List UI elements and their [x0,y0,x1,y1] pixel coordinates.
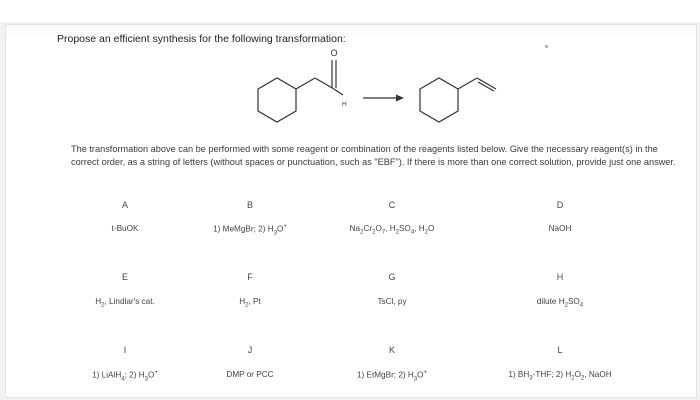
question-prompt: Propose an efficient synthesis for the following transformation: [57,33,346,45]
reagent-option-k [317,345,467,385]
option-letter: J [247,345,253,355]
reagent-option-g [317,272,467,312]
reagent-option-b [175,200,325,240]
reactant-cyclohexane-ring [258,78,296,122]
option-letter: L [557,345,563,355]
option-reagent: 1) EtMgBr; 2) $H_3O^+$ [356,370,428,383]
option-letter: B [246,200,253,210]
reagent-option-c [317,200,467,240]
option-reagent: t-BuOK [111,224,139,233]
reaction-scheme [240,44,500,134]
decorative-dot [545,45,548,48]
option-reagent: TsCl, py [377,297,407,306]
option-letter: H [556,272,564,282]
carbonyl-oxygen-label: O [330,48,338,58]
option-reagent: dilute $H_2SO_4$ [536,297,584,309]
option-reagent: $H_2$, Pt [239,297,261,309]
option-reagent: 1) $BH_3$-THF; 2) $H_2O_2$, NaOH [508,370,612,382]
reagent-option-h [485,272,635,312]
option-letter: K [388,345,395,355]
reagent-option-f [175,272,325,312]
reagent-option-l [485,345,635,385]
option-reagent: $Na_2Cr_2O_7$, $H_2SO_4$, $H_2O$ [349,224,435,236]
option-letter: G [388,272,396,282]
option-letter: I [123,345,127,355]
question-description: The transformation above can be performed with some reagent or combination of the reagents listed below. Give the necessary reagent(s) in the correct order, as a string of letters (without spaces or punctuation, such as "EBF"). If there is more than one correct solution, provide just one answer. [71,144,676,167]
option-letter: A [121,200,128,210]
reagent-option-j [175,345,325,385]
option-letter: F [247,272,253,282]
option-reagent: 1) MeMgBr; 2) $H_3O^+$ [213,224,287,237]
product-cyclohexane-ring [420,78,458,122]
top-bar [0,0,700,22]
option-letter: E [121,272,128,282]
option-letter: C [388,200,396,210]
option-reagent: DMP or PCC [226,370,274,379]
option-reagent: $H_2$, Lindlar's cat. [95,297,155,309]
option-reagent: NaOH [548,224,572,233]
option-letter: D [556,200,564,210]
aldehyde-h-label: H [342,101,347,108]
reagent-option-d [485,200,635,240]
option-reagent: 1) LiAlH$_4$; 2) $H_3O^+$ [92,370,158,383]
